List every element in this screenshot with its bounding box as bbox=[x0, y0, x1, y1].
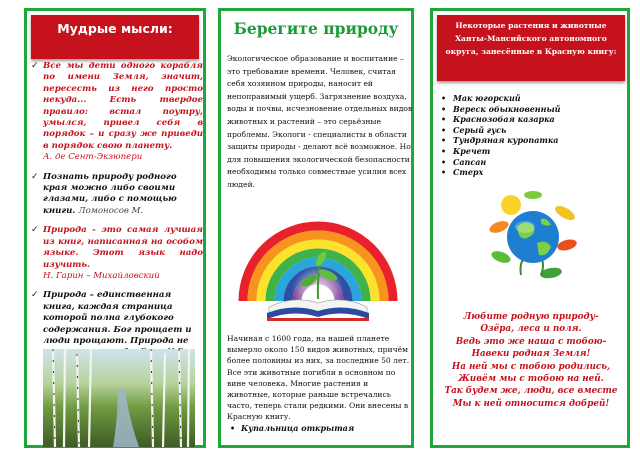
poem-line: Озёра, леса и поля. bbox=[480, 324, 582, 335]
checkmark-icon: ✓ bbox=[31, 290, 39, 301]
birch-forest-photo bbox=[43, 349, 195, 447]
wise-thoughts-header: Мудрые мысли: bbox=[31, 15, 199, 59]
poem-line: На ней мы с тобою родились, bbox=[451, 361, 611, 372]
quote-item bbox=[29, 172, 203, 218]
species-item: • Сапсан bbox=[441, 157, 621, 168]
extinction-text: Начиная с 1600 года, на нашей планете вымерло около 150 видов животных, причём более половины из них, за последние 50 лет. Все эти животные погибли в основном по вине человека. Многие растения и животные, которые раньше встречались часто, теперь стали редкими. Они внесены в Красную книгу. bbox=[227, 334, 410, 422]
checkmark-icon: ✓ bbox=[31, 171, 39, 182]
quote-author: Ломоносов М. bbox=[78, 205, 144, 216]
checkmark-icon: ✓ bbox=[31, 225, 39, 236]
checkmark-icon: ✓ bbox=[31, 61, 39, 71]
quote-item bbox=[29, 225, 203, 282]
quote-text: Природа – единственная книга, каждая страница которой полна глубокого содержания. Бог прощает и люди прощают. Природа не bbox=[43, 290, 192, 346]
species-list bbox=[441, 93, 621, 178]
quote-text: Природа - это самая лучшая из книг, написанная на особом языке. Этот язык надо изучить. bbox=[43, 225, 203, 270]
middle-panel bbox=[218, 8, 414, 448]
red-book-species-item: • Купальница открытая bbox=[227, 423, 413, 434]
quote-text: Познать природу родного края можно либо своими глазами, либо с помощью книги. bbox=[43, 171, 177, 216]
intro-paragraph: Экологическое образование и воспитание – это требование времени. Человек, считая себя хозяином природы, наносит ей непоправимый ущерб. Загрязнение воздуха, воды и почвы, исчезновение отдельных видов животных и растений – это серьёзные проблемы. Экологи - специалисты в области защиты природы - делают всё возможное. Но для повышения экологической безопасности необходимы только совместные усилия всех людей. bbox=[227, 54, 413, 189]
right-panel bbox=[430, 8, 630, 448]
species-item: • Вереск обыкновенный bbox=[441, 104, 621, 115]
globe-nature-illustration bbox=[481, 183, 583, 287]
red-book-header: Некоторые растения и животные Ханты-Мансийского автономного округа, занесённые в Красную книгу: bbox=[437, 15, 625, 81]
species-item: • Кречет bbox=[441, 146, 621, 157]
poem-line: Любите родную природу- bbox=[463, 312, 599, 322]
species-item: • Стерх bbox=[441, 167, 621, 178]
species-item: • Тундряная куропатка bbox=[441, 135, 621, 146]
quote-author: Н. Гарин – Михайловский bbox=[43, 270, 160, 281]
species-item: • Краснозобая казарка bbox=[441, 114, 621, 125]
page-title: Берегите природу bbox=[233, 19, 399, 38]
quote-item bbox=[29, 61, 203, 164]
quote-text: Все мы дети одного корабля по имени Земля, значит, пересесть из него просто некуда... Есть твердое правило: встал поутру, умылся, привел себя в порядок – и сразу же приведи в порядок свою планету. bbox=[43, 61, 203, 151]
nature-poem bbox=[437, 311, 625, 410]
species-item: • Мак югорский bbox=[441, 93, 621, 104]
left-panel bbox=[24, 8, 206, 448]
poem-line: Ведь это же наша с тобою- bbox=[455, 336, 607, 347]
species-item: • Серый гусь bbox=[441, 125, 621, 136]
quotes-list bbox=[29, 61, 203, 367]
rainbow-book-illustration bbox=[229, 189, 407, 329]
poem-line: Так будем же, люди, все вместе bbox=[444, 386, 618, 397]
extinction-paragraph bbox=[227, 333, 413, 434]
poem-line: Живём мы с тобою на ней. bbox=[458, 374, 604, 385]
quote-author: А. де Сент-Экзюпери bbox=[43, 152, 143, 163]
poem-line: Мы к ней относится добрей! bbox=[452, 398, 610, 409]
poem-line: Навеки родная Земля! bbox=[471, 349, 591, 360]
